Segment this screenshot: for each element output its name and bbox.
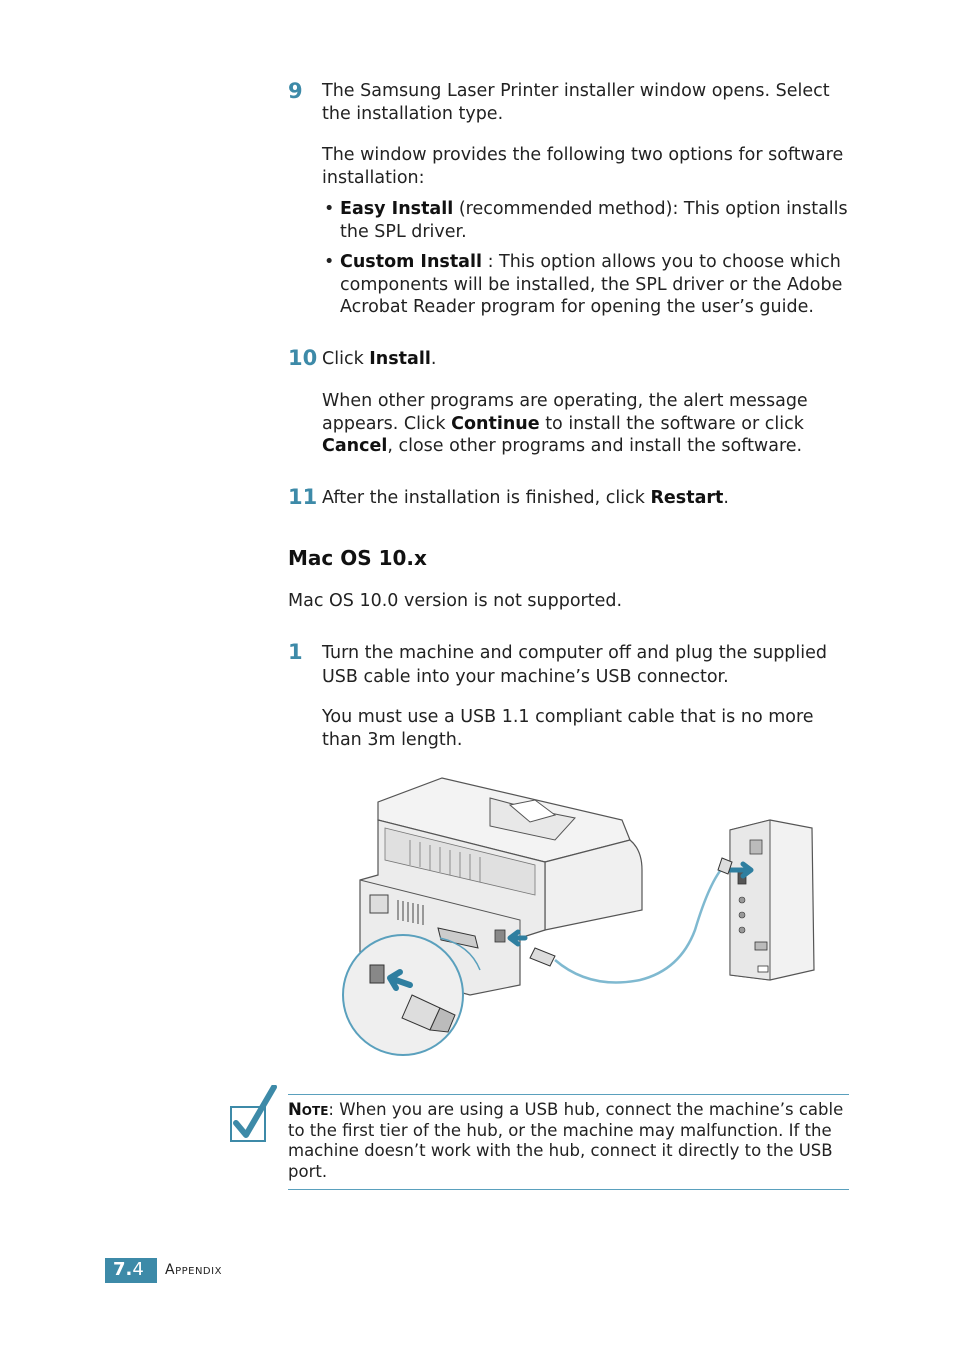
note-text: [288, 1100, 850, 1182]
bullet-label: Custom Install: [340, 252, 482, 272]
cancel-label: Cancel: [322, 436, 388, 456]
text-span: When other programs are operating, the alert message appears. Click: [322, 391, 808, 434]
bullet-custom-install: [340, 251, 852, 319]
bullet-label: Easy Install: [340, 199, 454, 219]
note-label: Note: [288, 1100, 329, 1119]
step-number: 1: [288, 640, 303, 664]
step-detail: [322, 390, 822, 458]
step-text: The Samsung Laser Printer installer window opens. Select the installation type.: [322, 81, 830, 124]
bullet-marker: •: [324, 252, 335, 272]
text-span: to install the software or click: [539, 413, 804, 434]
bullet-text: : This option allows you to choose which components will be installed, the SPL driver or the Adobe Acrobat Reader program for opening the user’s guide.: [340, 252, 843, 317]
step-detail: You must use a USB 1.1 compliant cable that is no more than 3m length.: [322, 707, 814, 750]
bullet-text: (recommended method): This option installs the SPL driver.: [340, 199, 848, 242]
note-top-rule: [288, 1094, 849, 1095]
bullet-easy-install: [340, 198, 852, 243]
continue-label: Continue: [451, 413, 540, 434]
step-text-line: USB cable into your machine’s USB connector.: [322, 667, 729, 687]
step-number: 11: [288, 485, 318, 509]
text-span: .: [723, 488, 729, 508]
section-intro: Mac OS 10.0 version is not supported.: [288, 591, 623, 611]
text-span: Click: [322, 349, 370, 369]
page-major: 7.: [113, 1259, 133, 1280]
step-number: 9: [288, 79, 303, 103]
step-number: 10: [288, 346, 318, 370]
page-minor: 4: [132, 1259, 144, 1280]
footer-section: Appendix: [165, 1262, 222, 1278]
text-span: After the installation is finished, click: [322, 488, 651, 508]
text-span: , close other programs and install the software.: [387, 436, 803, 456]
note-bottom-rule: [288, 1189, 849, 1190]
checkmark-icon: [228, 1085, 278, 1145]
step-text-line: Turn the machine and computer off and plug the supplied: [322, 643, 828, 663]
text-span: .: [430, 349, 437, 369]
note-body: : When you are using a USB hub, connect the machine’s cable to the first tier of the hub, or the machine may malfunction. If the machine doesn’t work with the hub, connect it directly to the USB port.: [288, 1100, 844, 1181]
step-text: [322, 487, 852, 510]
step-detail: The window provides the following two options for software installation:: [322, 145, 844, 188]
section-heading: Mac OS 10.x: [288, 546, 427, 570]
bullet-marker: •: [324, 199, 335, 219]
restart-label: Restart: [650, 488, 724, 508]
usb-connection-illustration: [330, 770, 830, 1065]
install-label: Install: [369, 349, 431, 369]
page-number: [113, 1259, 144, 1281]
step-text: [322, 348, 852, 371]
